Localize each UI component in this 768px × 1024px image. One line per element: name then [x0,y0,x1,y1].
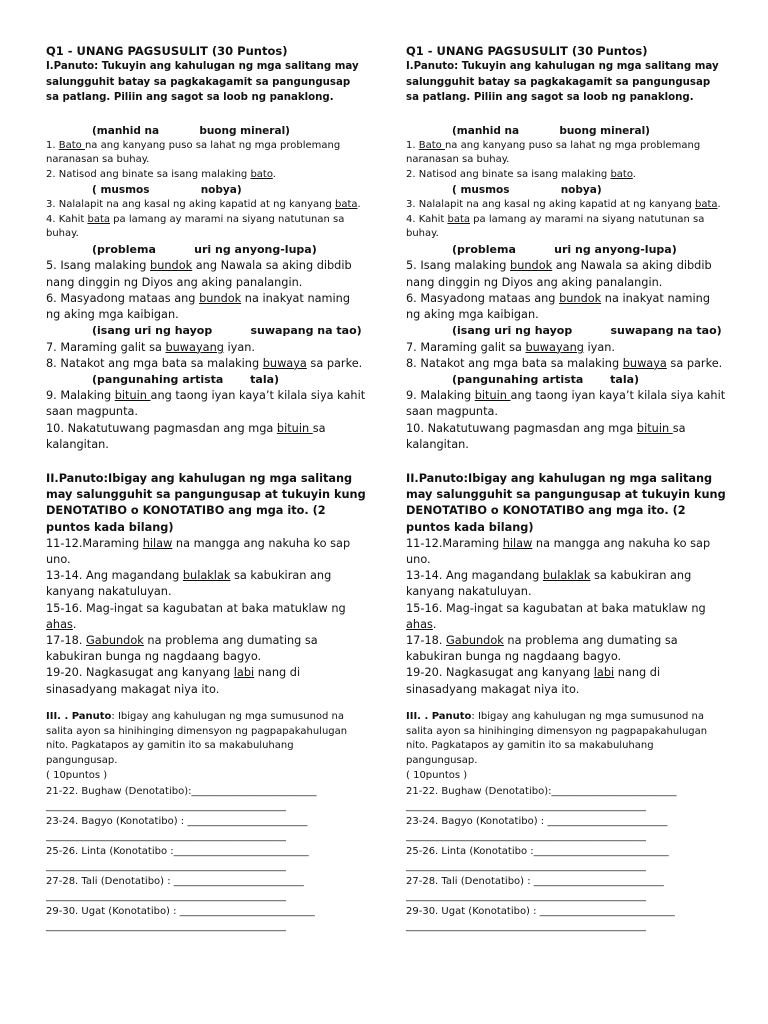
underlined-word: Gabundok [86,633,144,647]
answer-line[interactable]: ________________________________________________ [406,890,646,902]
answer-item: 21-22. Bughaw (Denotatibo):_________________________ ________________________________________________ [406,784,726,814]
answer-item: 23-24. Bagyo (Konotatibo) : ________________________ ________________________________________________ [406,814,726,844]
worksheet-column-right [406,44,726,934]
question-item: 1. Bato na ang kanyang puso sa lahat ng mga problemang naranasan sa buhay. [406,139,701,166]
answer-line[interactable]: ________________________________________________ [406,800,646,812]
answer-line[interactable]: ________________________________________________ [46,830,286,842]
underlined-word: hilaw [142,536,173,550]
exam-title: Q1 - UNANG PAGSUSULIT (30 Puntos) [46,44,288,58]
question-item: 7. Maraming galit sa buwayang iyan. [406,340,615,354]
worksheet-column-left [46,44,366,934]
underlined-word: Bato [58,139,85,151]
choices-label: ( musmos nobya) [452,183,602,196]
underlined-word: bulaklak [542,569,591,583]
answer-item: 23-24. Bagyo (Konotatibo) : ________________________ ________________________________________________ [46,814,366,844]
part2-directions: II.Panuto:Ibigay ang kahulugan ng mga salitang may salungguhit sa pangungusap at tukuyin kung DENOTATIBO o KONOTATIBO ang mga ito. (2 puntos kada bilang) [46,471,366,534]
choices-label: (pangunahing artista tala) [92,372,280,386]
underlined-word: labi [233,666,255,680]
answer-item: 21-22. Bughaw (Denotatibo):_________________________ ________________________________________________ [46,784,366,814]
question-item: 2. Natisod ang binate sa isang malaking bato. [46,169,276,181]
underlined-word: hilaw [502,536,533,550]
answer-item: 25-26. Linta (Konotatibo :___________________________ ________________________________________________ [46,844,366,874]
answer-line[interactable]: ________________________________________________ [406,830,646,842]
answer-item: 25-26. Linta (Konotatibo :___________________________ ________________________________________________ [406,844,726,874]
part1-group [406,124,726,183]
underlined-word: bulaklak [182,569,231,583]
part1-group [46,124,366,183]
answer-line[interactable]: ________________________________________________ [46,800,286,812]
answer-line[interactable]: ________________________________________________ [46,920,286,932]
answer-blank[interactable]: ________________________ [547,815,668,827]
choices-label: ( musmos nobya) [92,183,242,196]
answer-blank[interactable]: ___________________________ [179,905,315,917]
part1-group [46,323,366,372]
question-item: 15-16. Mag-ingat sa kagubatan at baka matuklaw ng ahas. [406,601,706,631]
underlined-word: buwaya [622,356,667,370]
underlined-word: Gabundok [446,633,504,647]
part1-directions: I.Panuto: Tukuyin ang kahulugan ng mga salitang may salungguhit batay sa pagkakagamit sa pangungusap sa patlang. Piliin ang sagot sa loob ng panaklong. [46,61,359,103]
part3-points: ( 10puntos ) [46,769,108,781]
part1-group [406,183,726,242]
question-item: 1. Bato na ang kanyang puso sa lahat ng mga problemang naranasan sa buhay. [46,139,341,166]
underlined-word: bituin [114,389,151,403]
underlined-word: bato [250,169,273,181]
part1-group [46,372,366,453]
answer-blank[interactable]: __________________________ [173,875,304,887]
question-item: 10. Nakatutuwang pagmasdan ang mga bituin sa kalangitan. [46,421,326,451]
underlined-word: ahas [406,617,433,631]
underlined-word: buwaya [262,356,307,370]
answer-line[interactable]: ________________________________________________ [406,920,646,932]
question-item: 13-14. Ang magandang bulaklak sa kabukiran ang kanyang nakatuluyan. [406,569,692,599]
underlined-word: ahas [46,617,73,631]
question-item: 7. Maraming galit sa buwayang iyan. [46,340,255,354]
answer-blank[interactable]: ___________________________ [539,905,675,917]
underlined-word: bato [610,169,633,181]
question-item: 11-12.Maraming hilaw na mangga ang nakuha ko sap uno. [406,536,711,566]
underlined-word: labi [593,666,615,680]
underlined-word: bundok [559,291,602,305]
choices-label: (isang uri ng hayop suwapang na tao) [452,324,722,338]
question-item: 5. Isang malaking bundok ang Nawala sa aking dibdib nang dinggin ng Diyos ang aking panalangin. [46,259,352,289]
answer-item: 29-30. Ugat (Konotatibo) : ___________________________ ________________________________________________ [46,904,366,934]
underlined-word: bundok [510,259,553,273]
answer-item: 27-28. Tali (Denotatibo) : __________________________ ________________________________________________ [406,874,726,904]
part3-directions: III. . Panuto: Ibigay ang kahulugan ng mga sumusunod na salita ayon sa hinihinging dimensyon ng pagpapakahulugan nito. Pagkatapos ay gamitin ito sa makabuluhang pangungusap. [406,710,708,767]
question-item: 9. Malaking bituin ang taong iyan kaya’t kilala siya kahit saan magpunta. [46,389,366,419]
part2-directions: II.Panuto:Ibigay ang kahulugan ng mga salitang may salungguhit sa pangungusap at tukuyin kung DENOTATIBO o KONOTATIBO ang mga ito. (2 puntos kada bilang) [406,471,726,534]
question-item: 6. Masyadong mataas ang bundok na inakyat naming ng aking mga kaibigan. [406,291,711,322]
choices-label: (problema uri ng anyong-lupa) [92,243,317,257]
answer-blank[interactable]: _________________________ [551,785,677,797]
question-item: 19-20. Nagkasugat ang kanyang labi nang di sinasadyang makagat niya ito. [46,666,301,696]
answer-blank[interactable]: ________________________ [187,815,308,827]
question-item: 19-20. Nagkasugat ang kanyang labi nang di sinasadyang makagat niya ito. [406,666,661,696]
question-item: 9. Malaking bituin ang taong iyan kaya’t kilala siya kahit saan magpunta. [406,389,726,419]
underlined-word: bata [335,198,358,210]
choices-label: (isang uri ng hayop suwapang na tao) [92,324,362,338]
underlined-word: bituin [474,389,511,403]
answer-blank[interactable]: _________________________ [191,785,317,797]
underlined-word: bata [695,198,718,210]
question-item: 3. Nalalapit na ang kasal ng aking kapatid at ng kanyang bata. [406,198,721,210]
underlined-word: bundok [199,291,242,305]
question-item: 17-18. Gabundok na problema ang dumating sa kabukiran bunga ng nagdaang bagyo. [406,633,678,664]
part1-group [406,323,726,372]
question-item: 3. Nalalapit na ang kasal ng aking kapatid at ng kanyang bata. [46,198,361,210]
underlined-word: bata [447,213,470,225]
question-item: 8. Natakot ang mga bata sa malaking buwaya sa parke. [46,356,363,370]
answer-blank[interactable]: ___________________________ [173,845,309,857]
answer-line[interactable]: ________________________________________________ [406,860,646,872]
answer-blank[interactable]: ___________________________ [533,845,669,857]
question-item: 4. Kahit bata pa lamang ay marami na siyang natutunan sa buhay. [406,213,705,240]
underlined-word: bituin [276,421,313,435]
answer-item: 27-28. Tali (Denotatibo) : __________________________ ________________________________________________ [46,874,366,904]
question-item: 6. Masyadong mataas ang bundok na inakyat naming ng aking mga kaibigan. [46,291,351,322]
answer-line[interactable]: ________________________________________________ [46,860,286,872]
underlined-word: Bato [418,139,445,151]
question-item: 11-12.Maraming hilaw na mangga ang nakuha ko sap uno. [46,536,351,566]
exam-title: Q1 - UNANG PAGSUSULIT (30 Puntos) [406,44,648,58]
question-item: 2. Natisod ang binate sa isang malaking bato. [406,169,636,181]
answer-blank[interactable]: __________________________ [533,875,664,887]
underlined-word: buwayang [165,340,224,354]
answer-item: 29-30. Ugat (Konotatibo) : ___________________________ ________________________________________________ [406,904,726,934]
choices-label: (pangunahing artista tala) [452,372,640,386]
part1-group [406,372,726,453]
part1-directions: I.Panuto: Tukuyin ang kahulugan ng mga salitang may salungguhit batay sa pagkakagamit sa pangungusap sa patlang. Piliin ang sagot sa loob ng panaklong. [406,61,719,103]
choices-label: (problema uri ng anyong-lupa) [452,243,677,257]
question-item: 13-14. Ang magandang bulaklak sa kabukiran ang kanyang nakatuluyan. [46,569,332,599]
answer-line[interactable]: ________________________________________________ [46,890,286,902]
question-item: 17-18. Gabundok na problema ang dumating sa kabukiran bunga ng nagdaang bagyo. [46,633,318,664]
underlined-word: buwayang [525,340,584,354]
choices-label: (manhid na buong mineral) [452,124,650,137]
part3-directions: III. . Panuto: Ibigay ang kahulugan ng mga sumusunod na salita ayon sa hinihinging dimensyon ng pagpapakahulugan nito. Pagkatapos ay gamitin ito sa makabuluhang pangungusap. [46,710,348,767]
part1-group [46,242,366,323]
question-item: 8. Natakot ang mga bata sa malaking buwaya sa parke. [406,356,723,370]
underlined-word: bituin [636,421,673,435]
part1-group [46,183,366,242]
underlined-word: bata [87,213,110,225]
question-item: 4. Kahit bata pa lamang ay marami na siyang natutunan sa buhay. [46,213,345,240]
question-item: 15-16. Mag-ingat sa kagubatan at baka matuklaw ng ahas. [46,601,346,631]
question-item: 10. Nakatutuwang pagmasdan ang mga bituin sa kalangitan. [406,421,686,451]
part1-group [406,242,726,323]
choices-label: (manhid na buong mineral) [92,124,290,137]
part3-points: ( 10puntos ) [406,769,468,781]
underlined-word: bundok [150,259,193,273]
question-item: 5. Isang malaking bundok ang Nawala sa aking dibdib nang dinggin ng Diyos ang aking panalangin. [406,259,712,289]
